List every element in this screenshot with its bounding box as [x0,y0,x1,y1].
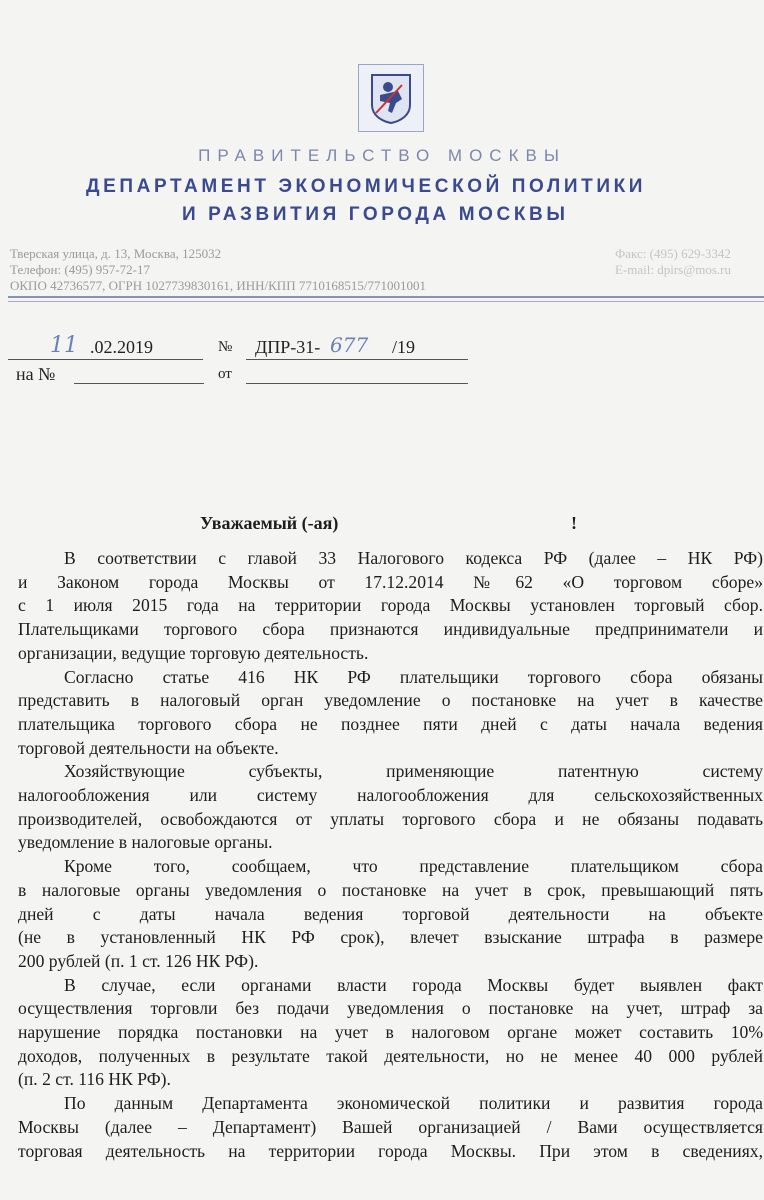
paragraph-line: доходов, полученных в результате такой деятельности, но не менее 40 000 рублей [18,1045,763,1066]
paragraph-line: (не в установленный НК РФ срок), влечет взыскание штрафа в размере [18,927,763,948]
paragraph-line: По данным Департамента экономической политики и развития города [64,1093,763,1114]
registration-line: ОКПО 42736577, ОГРН 1027739830161, ИНН/КПП 7710168515/771001001 [10,278,426,293]
number-underline [246,358,468,360]
date-underline [8,358,203,360]
paragraph-line: с 1 июля 2015 года на территории города Москвы установлен торговый сбор. [18,595,763,616]
letter-number-suffix: /19 [392,337,416,357]
body-paragraph [18,1092,763,1163]
department-contacts [615,246,731,278]
paragraph-line: торговая деятельность на территории города Москвы. При этом в сведениях, [18,1140,763,1161]
letter-date: .02.2019 [90,337,153,357]
moscow-coat-of-arms-logo [358,64,424,132]
email-line: E-mail: dpirs@mos.ru [615,262,731,277]
department-title-line2: И РАЗВИТИЯ ГОРОДА МОСКВЫ [182,204,569,225]
paragraph-line: налогообложения или систему налогообложения для сельскохозяйственных [18,785,763,806]
greeting: Уважаемый (-ая) [200,513,339,533]
paragraph-line: организации, ведущие торговую деятельность. [18,642,369,663]
paragraph-line: дней с даты начала ведения торговой деятельности на объекте [18,903,763,924]
fax-line: Факс: (495) 629-3342 [615,246,731,261]
letter-body [18,547,763,1163]
handwritten-day: 11 [50,333,78,358]
ref-date-label: от [218,366,232,382]
header-divider [8,296,764,298]
ref-number-underline [74,382,204,384]
paragraph-line: торговой деятельности на объекте. [18,737,279,758]
paragraph-line: в налоговые органы уведомления о постановке на учет в срок, превышающий пять [18,879,763,900]
greeting-exclamation: ! [571,513,577,533]
handwritten-number: 677 [330,333,369,357]
header-divider-thin [8,301,764,302]
paragraph-line: 200 рублей (п. 1 ст. 126 НК РФ). [18,950,259,971]
body-paragraph [18,974,763,1093]
paragraph-line: плательщика торгового сбора не позднее пяти дней с даты начала ведения [18,713,763,734]
paragraph-line: Кроме того, сообщаем, что представление плательщиком сбора [64,856,763,877]
paragraph-line: (п. 2 ст. 116 НК РФ). [18,1069,171,1090]
paragraph-line: производителей, освобождаются от уплаты торгового сбора и не обязаны подавать [18,808,763,829]
paragraph-line: Согласно статье 416 НК РФ плательщики торгового сбора обязаны [64,666,763,687]
st-george-icon [366,71,416,125]
body-paragraph [18,760,763,855]
body-paragraph [18,547,763,666]
number-label: № [218,339,233,355]
paragraph-line: Хозяйствующие субъекты, применяющие патентную систему [64,761,763,782]
paragraph-line: Плательщиками торгового сбора признаются индивидуальные предприниматели и [18,619,763,640]
ref-date-underline [246,382,468,384]
government-title: ПРАВИТЕЛЬСТВО МОСКВЫ [198,146,566,165]
department-address [10,246,426,294]
body-paragraph [18,855,763,974]
paragraph-line: В соответствии с главой 33 Налогового кодекса РФ (далее – НК РФ) [64,548,763,568]
address-line: Тверская улица, д. 13, Москва, 125032 [10,246,222,261]
department-title-line1: ДЕПАРТАМЕНТ ЭКОНОМИЧЕСКОЙ ПОЛИТИКИ [86,176,647,197]
paragraph-line: Москвы (далее – Департамент) Вашей организацией / Вами осуществляется [18,1116,763,1137]
paragraph-line: представить в налоговый орган уведомление о постановке на учет в качестве [18,690,763,711]
paragraph-line: В случае, если органами власти города Москвы будет выявлен факт [64,974,763,995]
paragraph-line: нарушение порядка постановки на учет в налоговом органе может составить 10% [18,1022,763,1043]
ref-number-label: на № [16,364,56,384]
phone-line: Телефон: (495) 957-72-17 [10,262,150,277]
body-paragraph [18,666,763,761]
letter-number-prefix: ДПР-31- [255,337,321,357]
paragraph-line: уведомление в налоговые органы. [18,832,273,853]
paragraph-line: и Законом города Москвы от 17.12.2014 №62 «О торговом сборе» [18,571,763,592]
paragraph-line: осуществления торговли без подачи уведомления о постановке на учет, штраф за [18,998,763,1019]
